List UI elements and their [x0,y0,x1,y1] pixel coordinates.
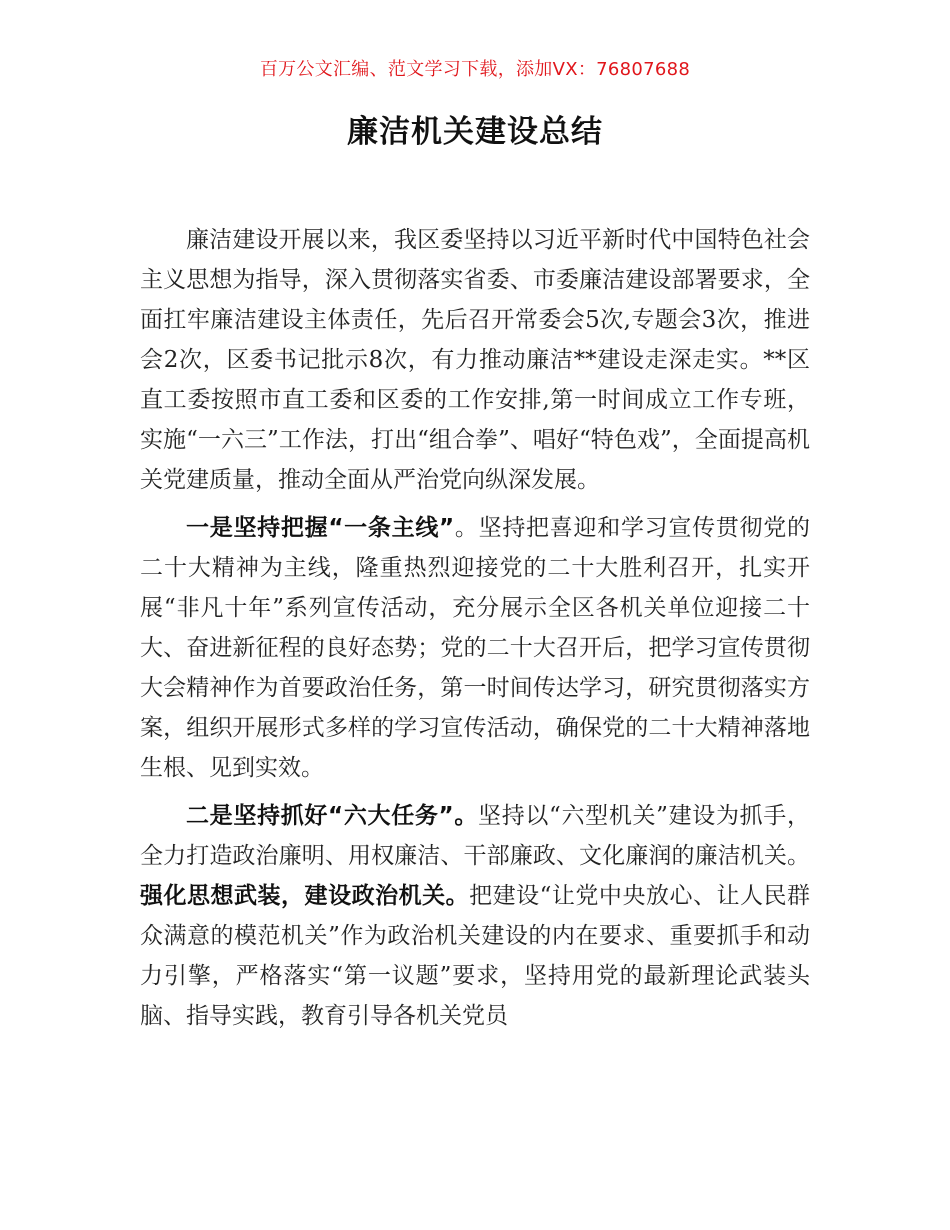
paragraph-six-tasks-heading: 二是坚持抓好“六大任务”。 [186,803,479,829]
paragraph-main-line-text: 。坚持把喜迎和学习宣传贯彻党的二十大精神为主线，隆重热烈迎接党的二十大胜利召开，扎实开展“非凡十年”系列宣传活动，充分展示全区各机关单位迎接二十大、奋进新征程的良好态势；党的二十大召开后，把学习宣传贯彻大会精神作为首要政治任务，第一时间传达学习，研究贯彻落实方案，组织开展形式多样的学习宣传活动，确保党的二十大精神落地生根、见到实效。 [140,515,810,781]
document-title: 廉洁机关建设总结 [347,114,603,150]
header-download-note: 百万公文汇编、范文学习下载，添加VX：76807688 [259,59,691,80]
paragraph-main-line [140,508,810,788]
paragraph-six-tasks-subtext: 把建设“让党中央放心、让人民群众满意的模范机关”作为政治机关建设的内在要求、重要抓手和动力引擎，严格落实“第一议题”要求，坚持用党的最新理论武装头脑、指导实践，教育引导各机关党员 [140,883,811,1029]
document-body [140,220,810,1036]
paragraph-intro-text: 廉洁建设开展以来，我区委坚持以习近平新时代中国特色社会主义思想为指导，深入贯彻落实省委、市委廉洁建设部署要求，全面扛牢廉洁建设主体责任，先后召开常委会5次,专题会3次，推进会2次，区委书记批示8次，有力推动廉洁**建设走深走实。**区直工委按照市直工委和区委的工作安排,第一时间成立工作专班，实施“一六三”工作法，打出“组合拳”、唱好“特色戏”，全面提高机关党建质量，推动全面从严治党向纵深发展。 [140,227,810,493]
paragraph-six-tasks-text: 坚持以“六型机关”建设为抓手，全力打造政治廉明、用权廉洁、干部廉政、文化廉润的廉洁机关。 [140,803,810,869]
paragraph-six-tasks-subheading: 强化思想武装，建设政治机关。 [140,883,470,909]
paragraph-intro [140,220,810,500]
paragraph-six-tasks [140,796,810,1036]
paragraph-main-line-heading: 一是坚持把握“一条主线” [186,515,455,541]
